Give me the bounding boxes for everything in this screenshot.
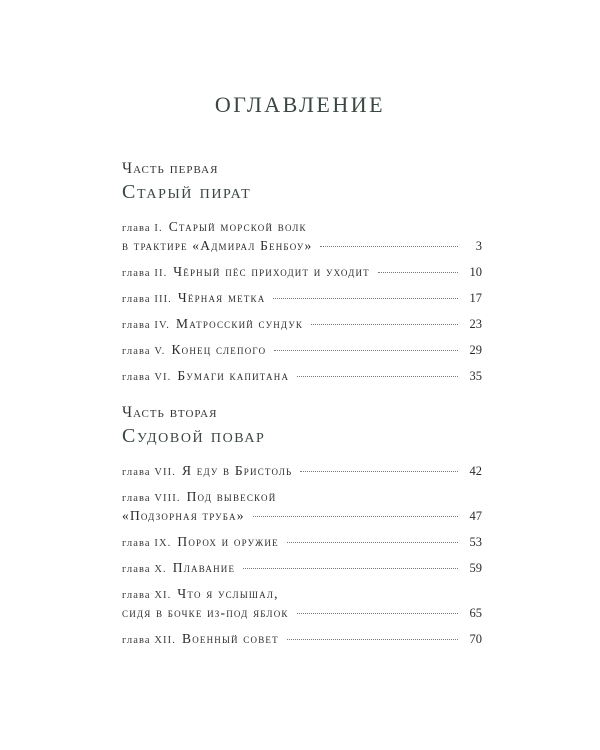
chapter-number: глава X. <box>122 564 167 575</box>
part-label: Часть вторая <box>122 404 218 421</box>
chapter-number: глава II. <box>122 268 168 279</box>
chapter-number: глава V. <box>122 346 166 357</box>
leader-dots <box>311 324 458 325</box>
leader-dots <box>273 298 458 299</box>
chapter-entry[interactable] <box>122 463 482 482</box>
toc-title: ОГЛАВЛЕНИЕ <box>214 92 386 117</box>
page-number: 3 <box>475 239 482 253</box>
chapter-list <box>122 463 492 650</box>
chapter-number: глава XII. <box>122 635 176 646</box>
chapter-entry[interactable] <box>122 489 482 527</box>
chapter-number: глава III. <box>122 294 172 305</box>
leader-dots <box>297 613 458 614</box>
chapter-number: глава IX. <box>122 538 172 549</box>
page-number: 29 <box>469 343 482 357</box>
chapter-title: Бумаги капитана <box>177 368 290 383</box>
leader-dots <box>297 376 458 377</box>
chapter-number: глава I. <box>122 223 163 234</box>
leader-dots <box>300 471 458 472</box>
leader-dots <box>287 639 458 640</box>
chapter-title: Чёрная метка <box>177 290 266 305</box>
chapter-number: глава XI. <box>122 590 172 601</box>
page-number: 17 <box>469 291 482 305</box>
leader-dots <box>243 568 458 569</box>
chapter-list <box>122 219 492 387</box>
chapter-title: Что я услышал, <box>177 586 279 601</box>
page-number: 47 <box>469 509 482 523</box>
chapter-entry[interactable] <box>122 586 482 624</box>
chapter-title: Чёрный пёс приходит и уходит <box>173 264 370 279</box>
chapter-title-cont: «Подзорная труба» <box>122 508 245 523</box>
page-number: 10 <box>469 265 482 279</box>
part-name: Старый пират <box>122 181 252 203</box>
chapter-title: Порох и оружие <box>177 534 279 549</box>
chapter-title: Матросский сундук <box>176 316 304 331</box>
chapter-number: глава VIII. <box>122 493 181 504</box>
chapter-title-cont: в трактире «Адмирал Бенбоу» <box>122 238 313 253</box>
page-number: 42 <box>469 464 482 478</box>
chapter-title: Плавание <box>172 560 236 575</box>
part-one <box>122 160 492 387</box>
leader-dots <box>274 350 458 351</box>
page-number: 53 <box>469 535 482 549</box>
chapter-entry[interactable] <box>122 264 482 283</box>
chapter-entry[interactable] <box>122 219 482 257</box>
chapter-title: Под вывеской <box>186 489 277 504</box>
chapter-title-cont: сидя в бочке из-под яблок <box>122 605 289 620</box>
part-label: Часть первая <box>122 160 219 177</box>
chapter-entry[interactable] <box>122 631 482 650</box>
chapter-entry[interactable] <box>122 290 482 309</box>
leader-dots <box>287 542 458 543</box>
part-name: Судовой повар <box>122 425 266 447</box>
chapter-title: Конец слепого <box>171 342 267 357</box>
chapter-number: глава VII. <box>122 467 176 478</box>
page-number: 65 <box>469 606 482 620</box>
leader-dots <box>378 272 458 273</box>
leader-dots <box>320 246 458 247</box>
page-number: 35 <box>469 369 482 383</box>
chapter-number: глава VI. <box>122 372 172 383</box>
chapter-entry[interactable] <box>122 368 482 387</box>
page-number: 23 <box>469 317 482 331</box>
chapter-entry[interactable] <box>122 342 482 361</box>
chapter-entry[interactable] <box>122 316 482 335</box>
chapter-number: глава IV. <box>122 320 171 331</box>
chapter-title: Я еду в Бристоль <box>181 463 293 478</box>
page-number: 59 <box>469 561 482 575</box>
part-two <box>122 404 492 650</box>
chapter-entry[interactable] <box>122 560 482 579</box>
chapter-title: Старый морской волк <box>168 219 307 234</box>
page-number: 70 <box>469 632 482 646</box>
leader-dots <box>253 516 458 517</box>
chapter-entry[interactable] <box>122 534 482 553</box>
chapter-title: Военный совет <box>181 631 279 646</box>
